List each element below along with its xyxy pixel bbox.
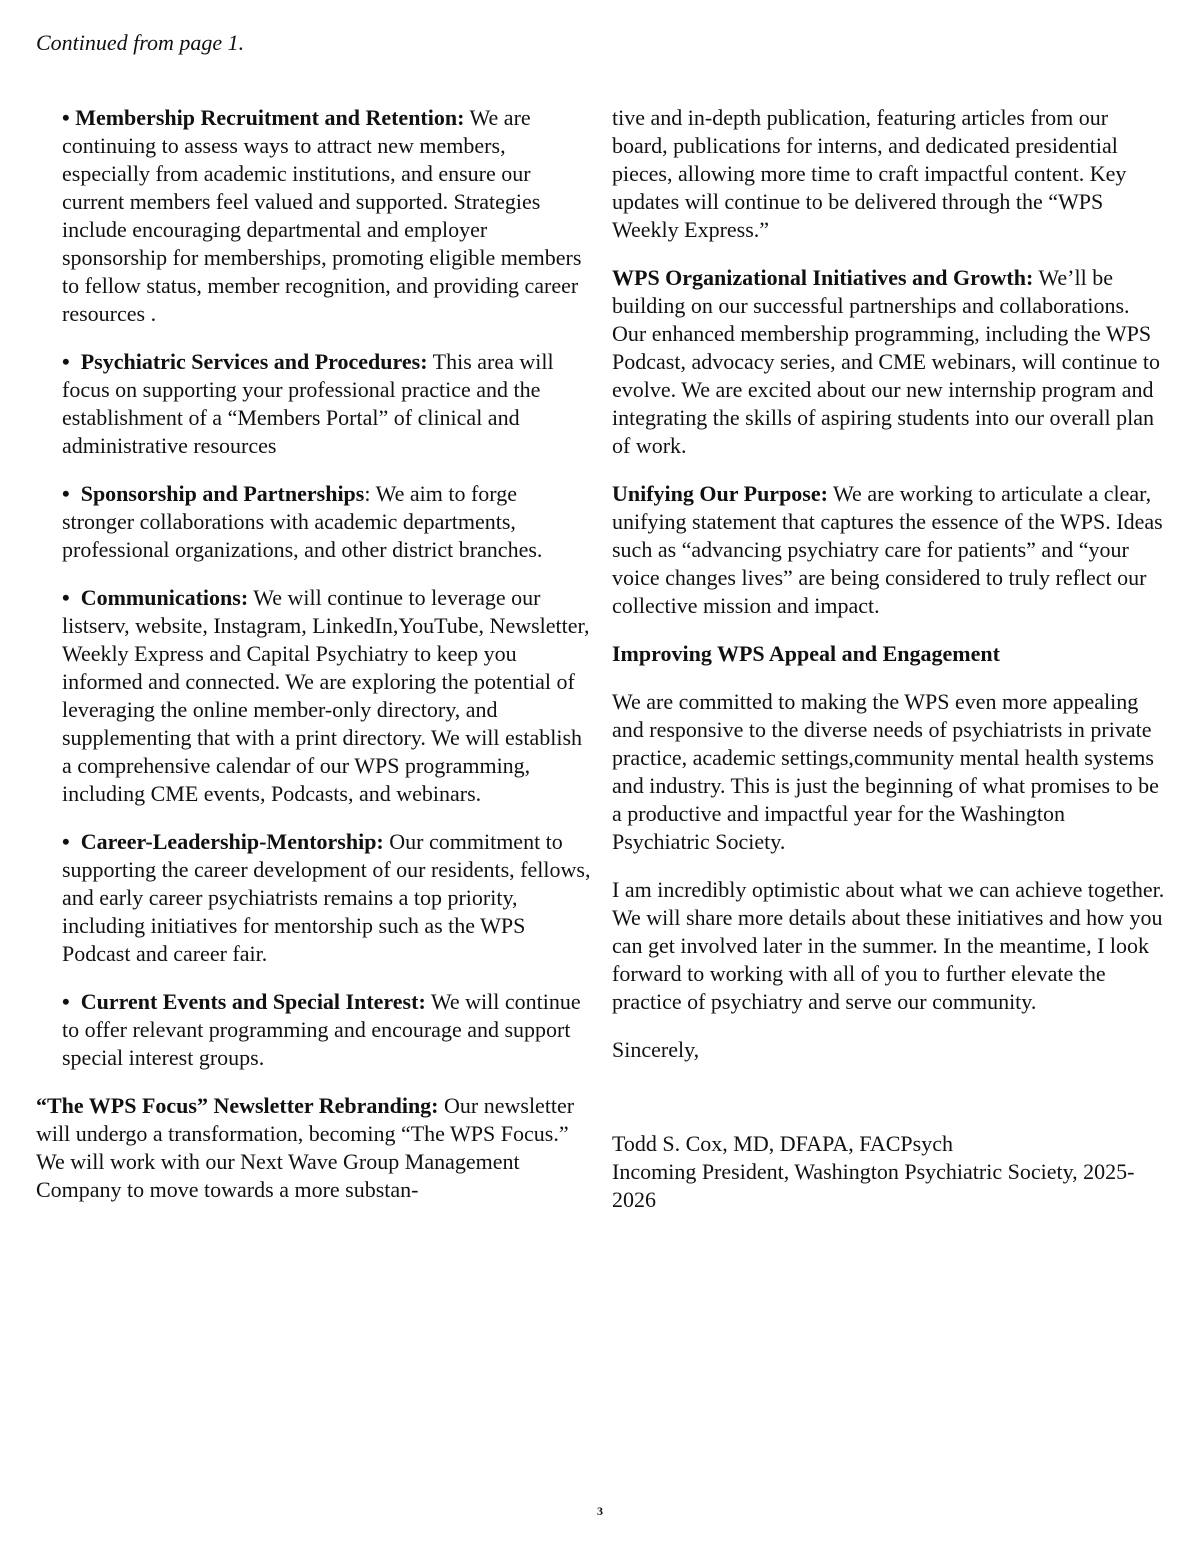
purpose-title: Unifying Our Purpose: bbox=[612, 481, 828, 506]
bullet-icon: • bbox=[62, 829, 81, 854]
bullet-career-leadership bbox=[36, 828, 592, 968]
unifying-purpose bbox=[612, 480, 1168, 620]
bullet-icon: • bbox=[62, 481, 81, 506]
bullet-body: Our commitment to supporting the career development of our residents, fellows, and early career psychiatrists remains a top priority, including initiatives for mentorship such as the WPS Podcast and career fair. bbox=[62, 829, 591, 966]
signature-title: Incoming President, Washington Psychiatric Society, 2025-2026 bbox=[612, 1159, 1135, 1212]
bullet-membership bbox=[36, 104, 592, 328]
page-number: 3 bbox=[597, 1504, 603, 1518]
bullet-current-events bbox=[36, 988, 592, 1072]
signature-space bbox=[612, 1084, 1168, 1130]
bullet-body: We will continue to leverage our listserv, website, Instagram, LinkedIn,YouTube, Newsletter, Weekly Express and Capital Psychiatry to keep you informed and connected. We are exploring the potential of leveraging the online member-only directory, and supplementing that with a print directory. We will establish a comprehensive calendar of our WPS programming, including CME events, Podcasts, and webinars. bbox=[62, 585, 590, 806]
continued-note: Continued from page 1. bbox=[36, 30, 245, 55]
signature-block bbox=[612, 1130, 1168, 1214]
bullet-icon: • bbox=[62, 349, 81, 374]
bullet-title: Membership Recruitment and Retention: bbox=[75, 105, 465, 130]
appeal-heading: Improving WPS Appeal and Engagement bbox=[612, 641, 1000, 666]
bullet-title: Communications: bbox=[80, 585, 249, 610]
initiatives-body: We’ll be building on our successful partnerships and collaborations. Our enhanced membership programming, including the WPS Podcast, advocacy series, and CME webinars, will continue to evolve. We are excited about our new internship program and integrating the skills of aspiring students into our overall plan of work. bbox=[612, 265, 1161, 458]
newsletter-rebranding bbox=[36, 1092, 592, 1204]
right-column bbox=[612, 104, 1168, 1234]
bullet-icon: • bbox=[62, 105, 76, 130]
newsletter-title: “The WPS Focus” Newsletter Rebranding: bbox=[36, 1093, 439, 1118]
bullet-body: : We aim to forge stronger collaborations with academic departments, professional organizations, and other district branches. bbox=[62, 481, 543, 562]
bullet-sponsorship bbox=[36, 480, 592, 564]
bullet-title: Sponsorship and Partnerships bbox=[80, 481, 365, 506]
organizational-initiatives bbox=[612, 264, 1168, 460]
bullet-body: This area will focus on supporting your professional practice and the establishment of a “Members Portal” of clinical and administrative resources bbox=[62, 349, 554, 458]
bullet-body: We are continuing to assess ways to attract new members, especially from academic institutions, and ensure our current members feel valued and supported. Strategies include encouraging departmental and employer sponsorship for memberships, promoting eligible members to fellow status, member recognition, and providing career resources . bbox=[62, 105, 582, 326]
bullet-communications bbox=[36, 584, 592, 808]
left-column bbox=[36, 104, 592, 1224]
bullet-title: Psychiatric Services and Procedures: bbox=[80, 349, 428, 374]
newsletter-body: Our newsletter will undergo a transformation, becoming “The WPS Focus.” We will work with our Next Wave Group Management Company to move towards a more substan- bbox=[36, 1093, 575, 1202]
appeal-body: We are committed to making the WPS even more appealing and responsive to the diverse needs of psychiatrists in private practice, academic settings,community mental health systems and industry. This is just the beginning of what promises to be a productive and impactful year for the Washington Psychiatric Society. bbox=[612, 689, 1159, 854]
bullet-title: Current Events and Special Interest: bbox=[80, 989, 426, 1014]
bullet-title: Career-Leadership-Mentorship: bbox=[80, 829, 384, 854]
bullet-psychiatric-services bbox=[36, 348, 592, 460]
purpose-body: We are working to articulate a clear, unifying statement that captures the essence of the WPS. Ideas such as “advancing psychiatry care for patients” and “your voice changes lives” are being considered to truly reflect our collective mission and impact. bbox=[612, 481, 1163, 618]
newsletter-continuation: tive and in-depth publication, featuring articles from our board, publications for interns, and dedicated presidential pieces, allowing more time to craft impactful content. Key updates will continue to be delivered through the “WPS Weekly Express.” bbox=[612, 105, 1127, 242]
initiatives-title: WPS Organizational Initiatives and Growth: bbox=[612, 265, 1034, 290]
bullet-body: We will continue to offer relevant programming and encourage and support special interest groups. bbox=[62, 989, 581, 1070]
bullet-icon: • bbox=[62, 989, 81, 1014]
optimism-paragraph: I am incredibly optimistic about what we can achieve together. We will share more details about these initiatives and how you can get involved later in the summer. In the meantime, I look forward to working with all of you to further elevate the practice of psychiatry and serve our community. bbox=[612, 877, 1165, 1014]
signature-name: Todd S. Cox, MD, DFAPA, FACPsych bbox=[612, 1131, 953, 1156]
closing: Sincerely, bbox=[612, 1037, 700, 1062]
bullet-icon: • bbox=[62, 585, 81, 610]
